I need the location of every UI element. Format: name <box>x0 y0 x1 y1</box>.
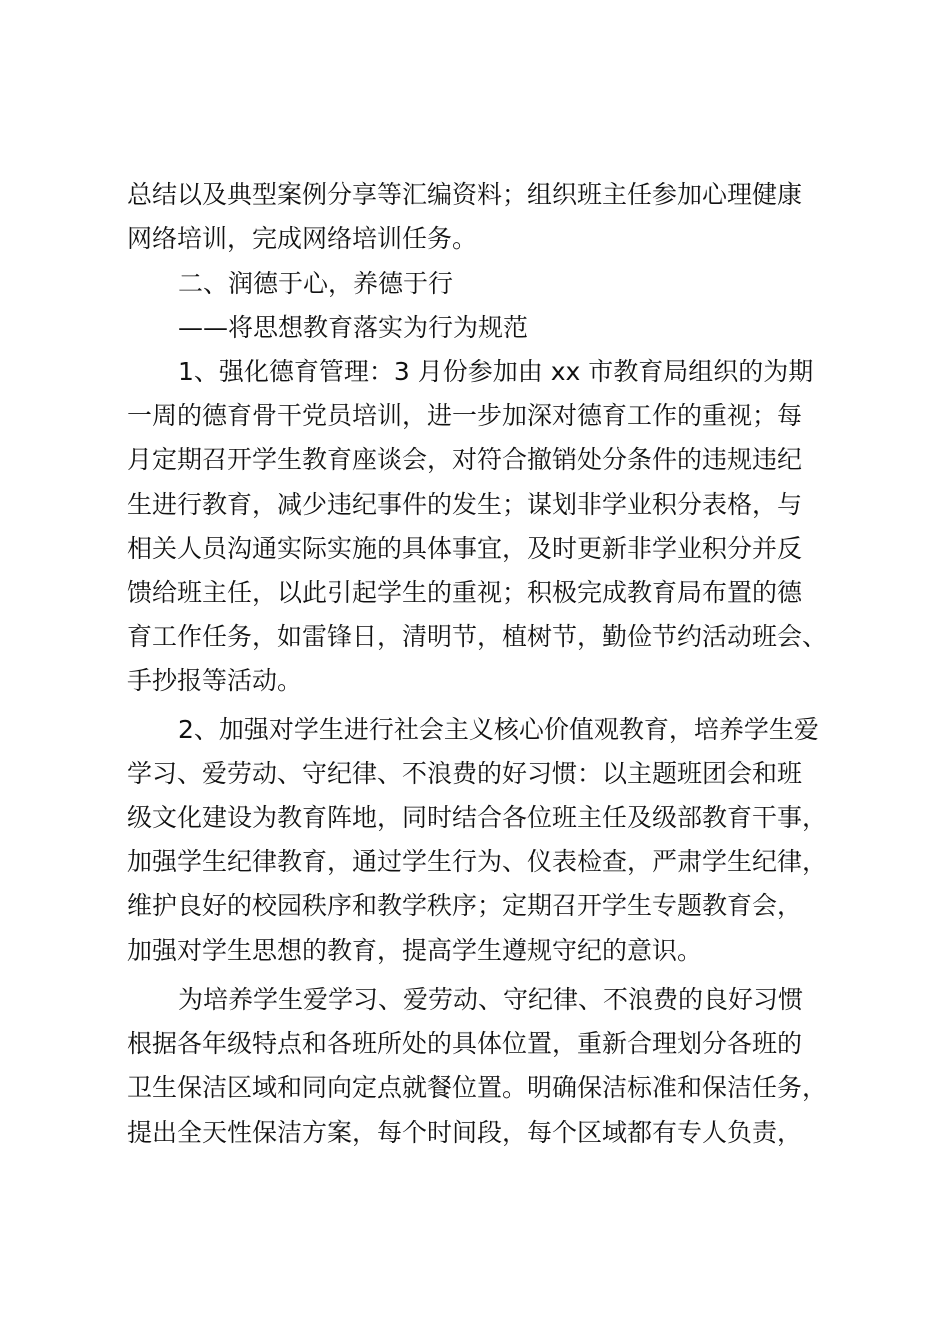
text-line-11: 育工作任务，如雷锋日，清明节，植树节，勤俭节约活动班会、 <box>127 622 828 651</box>
section-heading: 二、润德于心，养德于行 <box>178 269 454 298</box>
text-line-21: 卫生保洁区域和同向定点就餐位置。明确保洁标准和保洁任务， <box>127 1073 828 1102</box>
text-line-18: 加强对学生思想的教育，提高学生遵规守纪的意识。 <box>127 936 703 965</box>
text-line-17: 维护良好的校园秩序和教学秩序；定期召开学生专题教育会， <box>127 891 803 920</box>
text-line-10: 馈给班主任，以此引起学生的重视；积极完成教育局布置的德 <box>127 578 803 607</box>
text-line-20: 根据各年级特点和各班所处的具体位置，重新合理划分各班的 <box>127 1029 803 1058</box>
text-line-2: 网络培训，完成网络培训任务。 <box>127 224 478 253</box>
text-line-19: 为培养学生爱学习、爱劳动、守纪律、不浪费的良好习惯 <box>178 985 804 1014</box>
text-line-16: 加强学生纪律教育，通过学生行为、仪表检查，严肃学生纪律， <box>127 847 828 876</box>
text-line-7: 月定期召开学生教育座谈会，对符合撤销处分条件的违规违纪 <box>127 445 803 474</box>
text-line-14: 学习、爱劳动、守纪律、不浪费的好习惯：以主题班团会和班 <box>127 759 803 788</box>
text-line-15: 级文化建设为教育阵地，同时结合各位班主任及级部教育干事， <box>127 803 828 832</box>
text-line-5: 1、强化德育管理：3 月份参加由 xx 市教育局组织的为期 <box>178 357 814 386</box>
text-line-22: 提出全天性保洁方案，每个时间段，每个区域都有专人负责， <box>127 1118 803 1147</box>
text-line-12: 手抄报等活动。 <box>127 666 303 695</box>
text-line-6: 一周的德育骨干党员培训，进一步加深对德育工作的重视；每 <box>127 401 803 430</box>
text-line-1: 总结以及典型案例分享等汇编资料；组织班主任参加心理健康 <box>127 180 803 209</box>
section-subheading: ——将思想教育落实为行为规范 <box>178 313 529 342</box>
text-line-13: 2、加强对学生进行社会主义核心价值观教育，培养学生爱 <box>178 715 819 744</box>
text-line-8: 生进行教育，减少违纪事件的发生；谋划非学业积分表格，与 <box>127 490 803 519</box>
text-line-9: 相关人员沟通实际实施的具体事宜，及时更新非学业积分并反 <box>127 534 803 563</box>
